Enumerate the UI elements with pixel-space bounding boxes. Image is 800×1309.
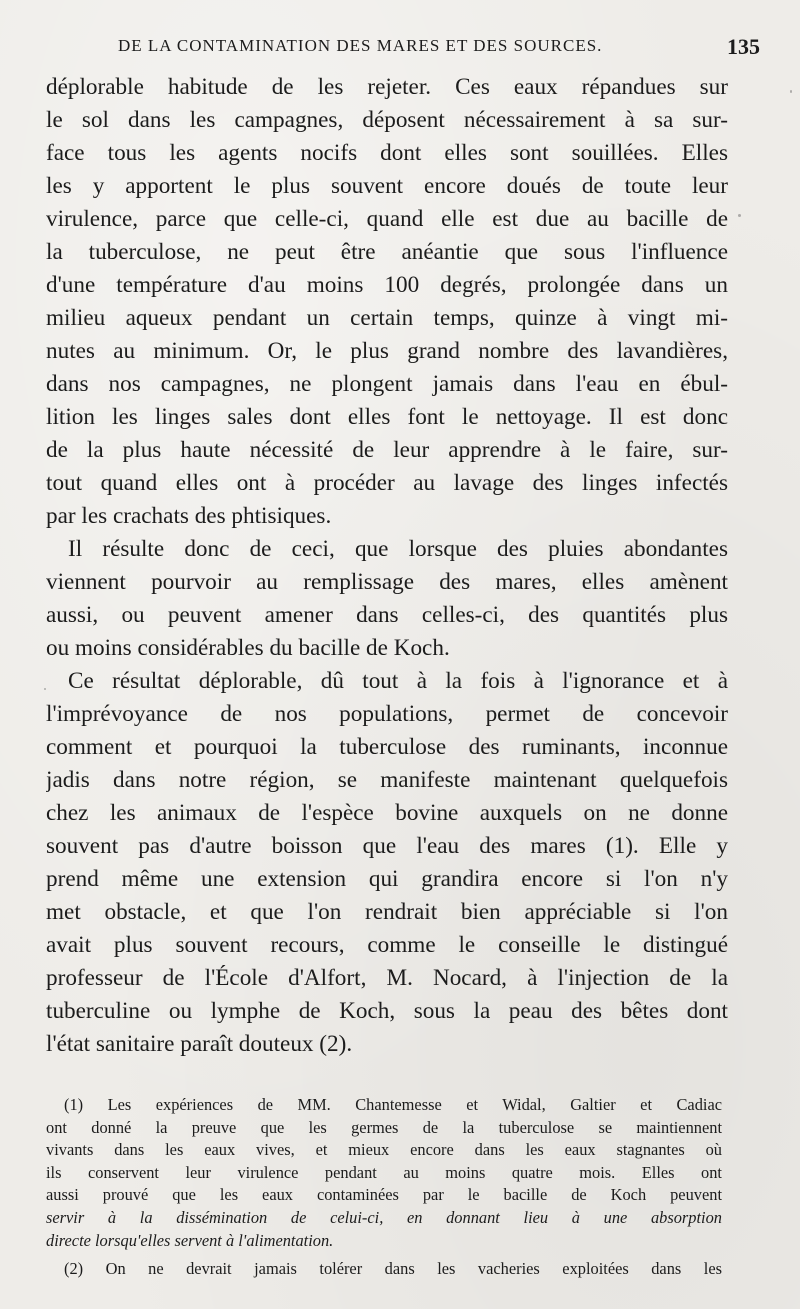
body-line: les y apportent le plus souvent encore doués de toute leur <box>46 173 728 199</box>
body-line: virulence, parce que celle-ci, quand elle est due au bacille de <box>46 206 728 232</box>
page-number: 135 <box>727 34 760 59</box>
body-line: le sol dans les campagnes, déposent nécessairement à sa sur- <box>46 107 728 133</box>
scan-speck <box>44 688 46 690</box>
body-line: souvent pas d'autre boisson que l'eau des mares (1). Elle y <box>46 833 728 859</box>
footnote-line: ont donné la preuve que les germes de la tuberculose se maintiennent <box>46 1117 722 1137</box>
body-line: lition les linges sales dont elles font le nettoyage. Il est donc <box>46 404 728 430</box>
footnote-line: aussi prouvé que les eaux contaminées par le bacille de Koch peuvent <box>46 1185 722 1205</box>
running-head: DE LA CONTAMINATION DES MARES ET DES SOURCES. <box>118 36 603 55</box>
body-line: milieu aqueux pendant un certain temps, quinze à vingt mi- <box>46 305 728 331</box>
paragraph-start-line: Il résulte donc de ceci, que lorsque des pluies abondantes <box>68 536 728 562</box>
body-text <box>46 71 728 1061</box>
scan-speck <box>738 214 741 217</box>
body-line: l'état sanitaire paraît douteux (2). <box>46 1031 353 1057</box>
body-line: face tous les agents nocifs dont elles sont souillées. Elles <box>46 140 728 166</box>
body-line: tuberculine ou lymphe de Koch, sous la peau des bêtes dont <box>46 998 728 1024</box>
paragraph-start-line: Ce résultat déplorable, dû tout à la fois à l'ignorance et à <box>68 668 728 694</box>
body-line: prend même une extension qui grandira encore si l'on n'y <box>46 866 728 892</box>
body-line: jadis dans notre région, se manifeste maintenant quelquefois <box>46 767 728 793</box>
body-line: de la plus haute nécessité de leur apprendre à le faire, sur- <box>46 437 728 463</box>
body-line: met obstacle, et que l'on rendrait bien appréciable si l'on <box>46 899 728 925</box>
body-line: déplorable habitude de les rejeter. Ces eaux répandues sur <box>46 74 728 100</box>
footnote-line: servir à la dissémination de celui-ci, en donnant lieu à une absorption <box>46 1207 722 1227</box>
body-line: tout quand elles ont à procéder au lavage des linges infectés <box>46 470 728 496</box>
body-line: dans nos campagnes, ne plongent jamais dans l'eau en ébul- <box>46 371 728 397</box>
footnote-line: (1) Les expériences de MM. Chantemesse et Widal, Galtier et Cadiac <box>64 1095 722 1114</box>
footnote-line: vivants dans les eaux vives, et mieux encore dans les eaux stagnantes où <box>46 1140 722 1160</box>
body-line: nutes au minimum. Or, le plus grand nombre des lavandières, <box>46 338 728 364</box>
footnote-line: (2) On ne devrait jamais tolérer dans les vacheries exploitées dans les <box>64 1259 722 1279</box>
body-line: chez les animaux de l'espèce bovine auxquels on ne donne <box>46 800 728 826</box>
body-line: comment et pourquoi la tuberculose des ruminants, inconnue <box>46 734 728 760</box>
body-line: avait plus souvent recours, comme le conseille le distingué <box>46 932 728 958</box>
body-line: viennent pourvoir au remplissage des mares, elles amènent <box>46 569 728 595</box>
body-line: d'une température d'au moins 100 degrés, prolongée dans un <box>46 272 728 298</box>
body-line: la tuberculose, ne peut être anéantie que sous l'influence <box>46 239 728 265</box>
body-line: professeur de l'École d'Alfort, M. Nocard, à l'injection de la <box>46 965 728 991</box>
scan-speck <box>790 90 792 93</box>
body-line: par les crachats des phtisiques. <box>46 503 332 529</box>
body-line: l'imprévoyance de nos populations, permet de concevoir <box>46 701 728 727</box>
body-line: aussi, ou peuvent amener dans celles-ci, des quantités plus <box>46 602 728 628</box>
footnotes <box>46 1094 722 1281</box>
footnote-line: directe lorsqu'elles servent à l'alimentation. <box>46 1230 334 1250</box>
body-line: ou moins considérables du bacille de Koch. <box>46 635 450 661</box>
page-header <box>80 36 760 60</box>
footnote-line: ils conservent leur virulence pendant au moins quatre mois. Elles ont <box>46 1162 722 1182</box>
